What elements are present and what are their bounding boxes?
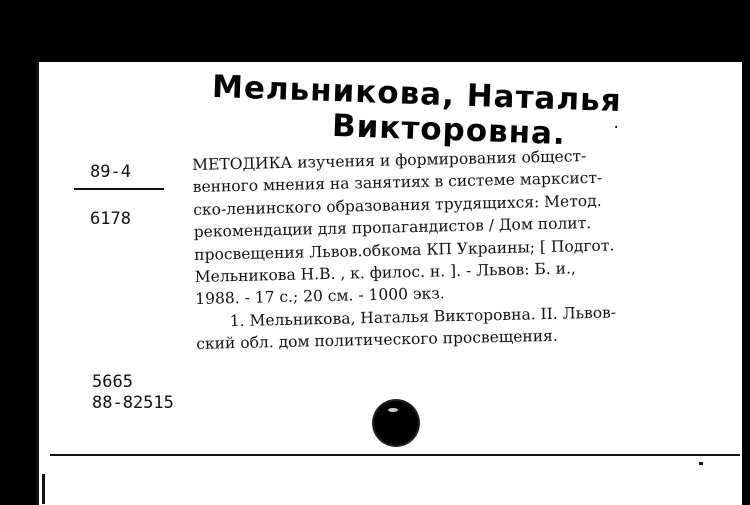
call-number-top: 89-4 <box>90 162 131 182</box>
description-line: 1988. - 17 с.; 20 см. - 1000 экз. <box>195 284 445 309</box>
call-number-divider <box>74 188 164 190</box>
catalog-card <box>36 62 750 505</box>
card-left-edge <box>36 62 39 505</box>
description-line: рекомендации для пропагандистов / Дом полит. <box>193 214 592 242</box>
ink-speck <box>699 462 703 465</box>
description-line: ско-ленинского образования трудящихся: Метод. <box>193 191 602 219</box>
description-line: просвещения Львов.обкома КП Украины; [ Подгот. <box>194 236 615 264</box>
call-number-bottom: 6178 <box>90 209 131 229</box>
bibliographic-description <box>192 141 748 355</box>
inventory-number: 5665 <box>92 372 133 392</box>
description-line: Мельникова Н.В. , к. филос. н. ]. - Львов: Б. и., <box>194 259 577 286</box>
tracing-line: ский обл. дом политического просвещения. <box>196 327 558 354</box>
scan-right-edge <box>742 62 750 505</box>
card-bottom-rule <box>50 454 740 456</box>
tracing-line: 1. Мельникова, Наталья Викторовна. II. Львов- <box>229 303 617 331</box>
punch-hole-glint <box>388 408 398 412</box>
description-line: венного мнения на занятиях в системе марксист- <box>192 169 603 197</box>
handwritten-author-surname: Мельникова, Наталья <box>211 68 623 120</box>
inventory-numbers <box>92 372 174 414</box>
description-line: МЕТОДИКА изучения и формирования общест- <box>192 147 587 174</box>
handwritten-author-patronymic: Викторовна. <box>331 107 567 153</box>
ink-dot: · <box>612 120 621 136</box>
accession-number: 88-82515 <box>92 393 174 413</box>
card-margin-mark <box>42 474 45 504</box>
